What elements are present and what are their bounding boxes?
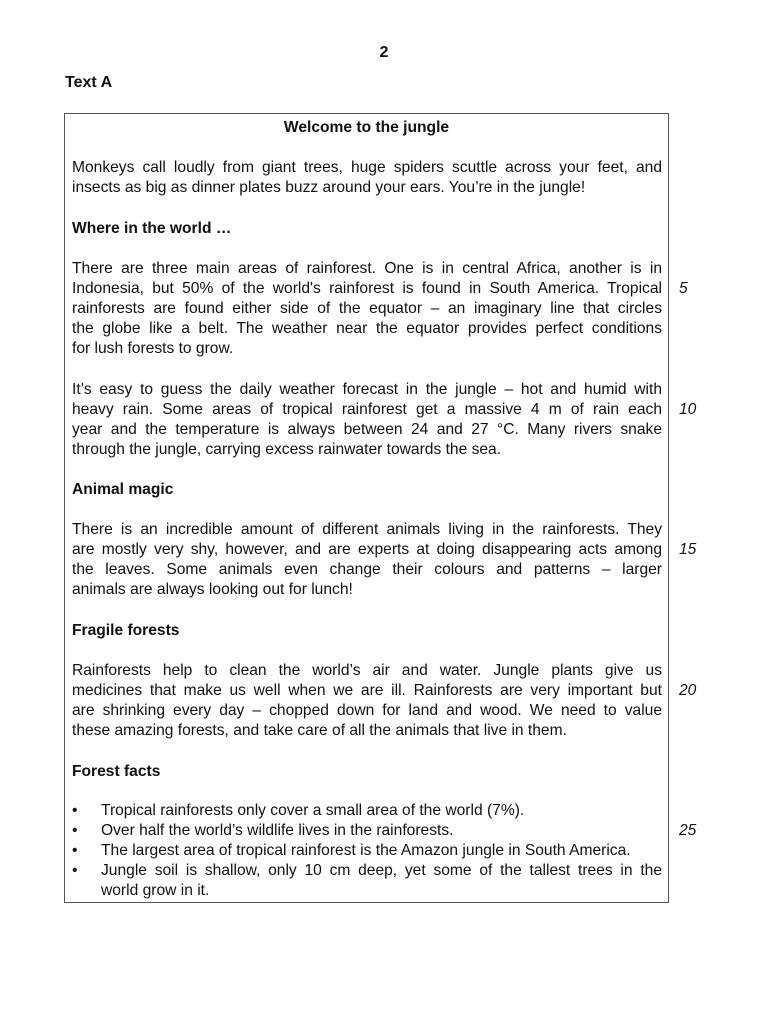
body-line: are shrinking every day – chopped down for land and wood. We need to value <box>72 702 662 719</box>
body-line: for lush forests to grow. <box>72 340 234 357</box>
bullet-marker: • <box>72 862 78 879</box>
body-line: are mostly very shy, however, and are experts at doing disappearing acts among <box>72 541 662 558</box>
body-line: Rainforests help to clean the world’s air and water. Jungle plants give us <box>72 662 662 679</box>
line-number: 15 <box>679 541 697 558</box>
section-heading: Fragile forests <box>72 622 180 639</box>
line-number: 25 <box>679 822 697 839</box>
body-line: There is an incredible amount of different animals living in the rainforests. They <box>72 521 662 538</box>
section-heading: Where in the world … <box>72 220 232 237</box>
line-number: 5 <box>679 280 688 297</box>
body-line: these amazing forests, and take care of all the animals that live in them. <box>72 722 567 739</box>
bullet-item: Over half the world’s wildlife lives in the rainforests. <box>101 822 454 839</box>
intro-line: insects as big as dinner plates buzz around your ears. You’re in the jungle! <box>72 179 586 196</box>
intro-line: Monkeys call loudly from giant trees, huge spiders scuttle across your feet, and <box>72 159 662 176</box>
body-line: the leaves. Some animals even change their colours and patterns – larger <box>72 561 662 578</box>
section-heading: Forest facts <box>72 763 161 780</box>
line-number: 10 <box>679 401 697 418</box>
article-title: Welcome to the jungle <box>283 119 450 136</box>
bullet-item-continued: world grow in it. <box>101 882 210 899</box>
body-line: heavy rain. Some areas of tropical rainforest get a massive 4 m of rain each <box>72 401 662 418</box>
bullet-item: Jungle soil is shallow, only 10 cm deep, yet some of the tallest trees in the <box>101 862 662 879</box>
body-line: Indonesia, but 50% of the world's rainforest is found in South America. Tropical <box>72 280 662 297</box>
body-line: year and the temperature is always between 24 and 27 °C. Many rivers snake <box>72 421 662 438</box>
bullet-marker: • <box>72 802 78 819</box>
body-line: through the jungle, carrying excess rainwater towards the sea. <box>72 441 502 458</box>
body-line: There are three main areas of rainforest. One is in central Africa, another is in <box>72 260 662 277</box>
bullet-marker: • <box>72 842 78 859</box>
page-number: 2 <box>379 44 389 61</box>
body-line: rainforests are found either side of the equator – an imaginary line that circles <box>72 300 662 317</box>
body-line: medicines that make us well when we are ill. Rainforests are very important but <box>72 682 662 699</box>
bullet-item: The largest area of tropical rainforest is the Amazon jungle in South America. <box>101 842 631 859</box>
section-label: Text A <box>65 74 113 91</box>
line-number: 20 <box>679 682 697 699</box>
bullet-item: Tropical rainforests only cover a small area of the world (7%). <box>101 802 525 819</box>
section-heading: Animal magic <box>72 481 174 498</box>
bullet-marker: • <box>72 822 78 839</box>
body-line: the globe like a belt. The weather near the equator provides perfect conditions <box>72 320 662 337</box>
body-line: animals are always looking out for lunch! <box>72 581 353 598</box>
body-line: It’s easy to guess the daily weather forecast in the jungle – hot and humid with <box>72 381 662 398</box>
